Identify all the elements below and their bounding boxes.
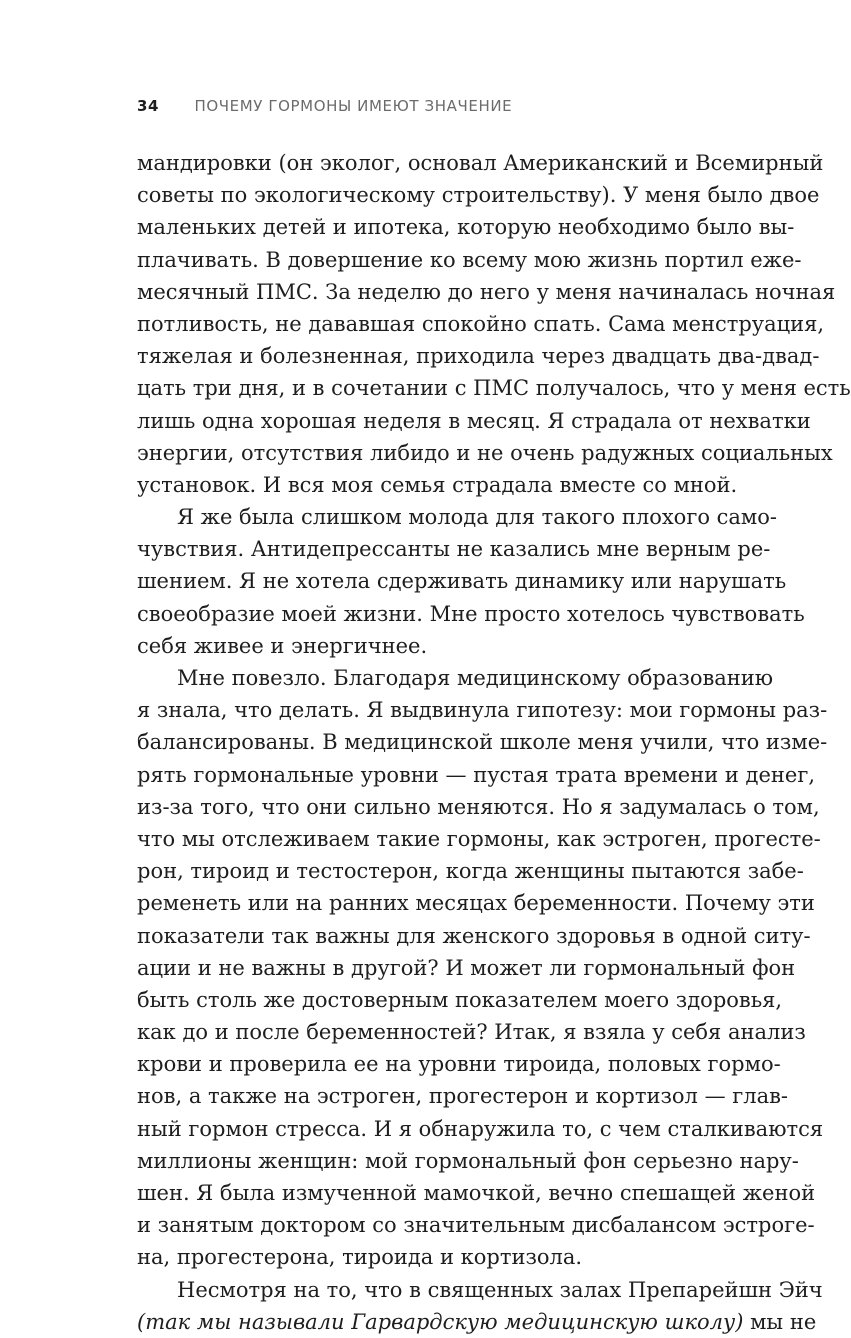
text-line: лишь одна хорошая неделя в месяц. Я страдала от нехватки <box>137 408 811 433</box>
text-line: своеобразие моей жизни. Мне просто хотелось чувствовать <box>137 601 805 626</box>
text-line: я знала, что делать. Я выдвинула гипотезу: мои гормоны раз- <box>137 698 828 723</box>
text-line: цать три дня, и в сочетании с ПМС получалось, что у меня есть <box>137 376 851 401</box>
text-line: установок. И вся моя семья страдала вместе со мной. <box>137 472 738 497</box>
text-line: миллионы женщин: мой гормональный фон серьезно нару- <box>137 1148 799 1173</box>
text-line: рон, тироид и тестостерон, когда женщины пытаются забе- <box>137 859 804 884</box>
page-number: 34 <box>137 97 160 115</box>
running-title: ПОЧЕМУ ГОРМОНЫ ИМЕЮТ ЗНАЧЕНИЕ <box>194 97 513 115</box>
body-text <box>137 147 851 1338</box>
text-line: крови и проверила ее на уровни тироида, половых гормо- <box>137 1052 781 1077</box>
text-line: себя живее и энергичнее. <box>137 633 428 658</box>
text-line: ременеть или на ранних месяцах беременности. Почему эти <box>137 891 815 916</box>
text-line: Я же была слишком молода для такого плохого само- <box>177 505 777 530</box>
text-line: на, прогестерона, тироида и кортизола. <box>137 1245 583 1270</box>
italic-aside: (так мы называли Гарвардскую медицинскую школу) <box>137 1309 744 1334</box>
text-line: что мы отслеживаем такие гормоны, как эстроген, прогесте- <box>137 826 821 851</box>
text-line: показатели так важны для женского здоровья в одной ситу- <box>137 923 811 948</box>
text-line: балансированы. В медицинской школе меня учили, что изме- <box>137 730 828 755</box>
text-line: энергии, отсутствия либидо и не очень радужных социальных <box>137 440 833 465</box>
text-fragment: мы не <box>743 1309 817 1334</box>
text-line: как до и после беременностей? Итак, я взяла у себя анализ <box>137 1020 806 1045</box>
text-line: месячный ПМС. За неделю до него у меня начиналась ночная <box>137 279 836 304</box>
text-line: быть столь же достоверным показателем моего здоровья, <box>137 987 783 1012</box>
text-line: из-за того, что они сильно меняются. Но я задумалась о том, <box>137 794 820 819</box>
text-line: тяжелая и болезненная, приходила через двадцать два-двад- <box>137 344 820 369</box>
text-line-mixed <box>137 1306 817 1338</box>
text-line: маленьких детей и ипотека, которую необходимо было вы- <box>137 215 795 240</box>
text-line: шением. Я не хотела сдерживать динамику или нарушать <box>137 569 787 594</box>
text-line: мандировки (он эколог, основал Американский и Всемирный <box>137 151 824 175</box>
text-line: Несмотря на то, что в священных залах Препарейшн Эйч <box>177 1277 823 1302</box>
text-line: нов, а также на эстроген, прогестерон и кортизол — глав- <box>137 1084 789 1109</box>
text-line: чувствия. Антидепрессанты не казались мне верным ре- <box>137 537 771 562</box>
text-line: рять гормональные уровни — пустая трата времени и денег, <box>137 762 816 787</box>
text-line: шен. Я была измученной мамочкой, вечно спешащей женой <box>137 1181 816 1205</box>
text-line: ации и не важны в другой? И может ли гормональный фон <box>137 955 796 980</box>
running-header <box>137 97 512 115</box>
text-line: Мне повезло. Благодаря медицинскому образованию <box>177 666 774 690</box>
text-line: советы по экологическому строительству). У меня было двое <box>137 183 820 208</box>
text-line: и занятым доктором со значительным дисбалансом эстроге- <box>137 1213 815 1238</box>
text-line: потливость, не дававшая спокойно спать. Сама менструация, <box>137 311 825 336</box>
text-line: ный гормон стресса. И я обнаружила то, с чем сталкиваются <box>137 1116 824 1141</box>
text-line: плачивать. В довершение ко всему мою жизнь портил еже- <box>137 247 802 272</box>
